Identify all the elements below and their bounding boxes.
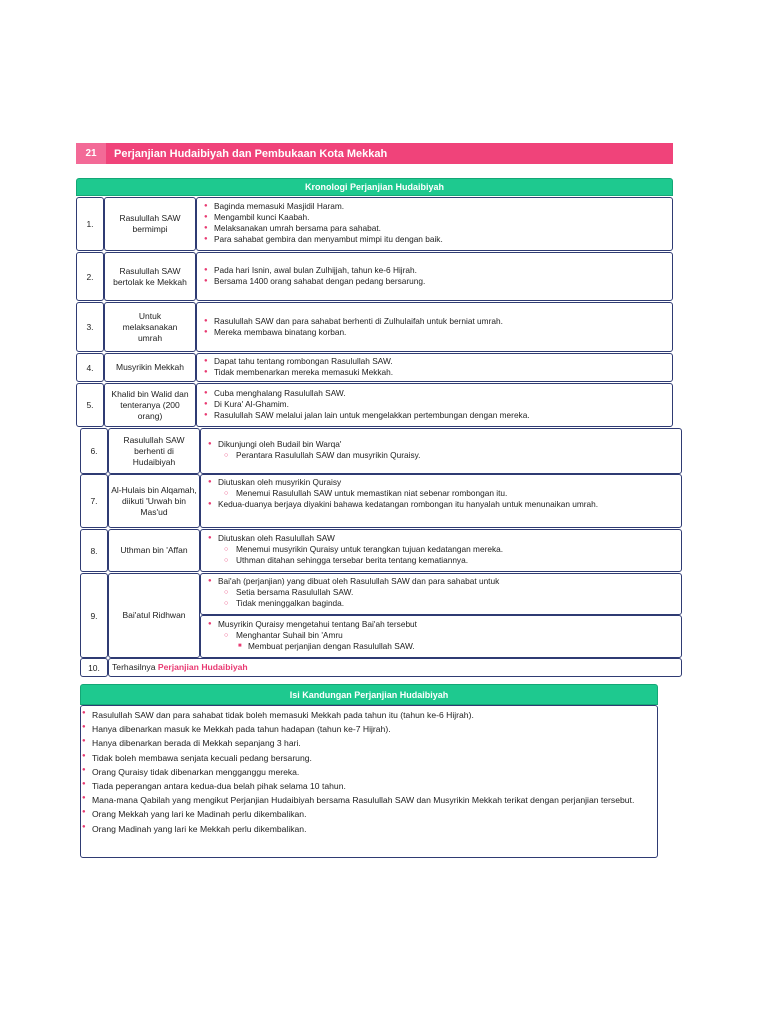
row-number: 8.	[90, 545, 98, 556]
bullet-point: ● Diutuskan oleh musyrikin Quraisy	[208, 477, 678, 488]
section-title: Perjanjian Hudaibiyah dan Pembukaan Kota Mekkah	[114, 147, 388, 160]
row-description	[208, 477, 678, 510]
row-number: 3.	[86, 322, 94, 332]
row-conclusion	[112, 662, 672, 673]
bullet-point: ● Dikunjungi oleh Budail bin Warqa'	[208, 439, 676, 450]
row-subject: Untuk melaksanakan umrah	[122, 310, 178, 343]
bullet-point: ● Rasulullah SAW dan para sahabat berhenti di Zulhulaifah untuk berniat umrah.	[204, 316, 666, 327]
isi-kandungan-list	[82, 708, 658, 836]
section-number: 21	[76, 143, 106, 164]
list-item: ● Rasulullah SAW dan para sahabat tidak boleh memasuki Mekkah pada tahun itu (tahun ke-6 Hijrah).	[82, 708, 658, 722]
bullet-point: ● Pada hari Isnin, awal bulan Zulhijjah, tahun ke-6 Hijrah.	[204, 265, 666, 276]
row-number: 4.	[86, 362, 94, 373]
row-number: 9.	[90, 610, 98, 621]
list-item: ● Tidak boleh membawa senjata kecuali pedang bersarung.	[82, 751, 658, 765]
bullet-point: ● Cuba menghalang Rasulullah SAW.	[204, 388, 666, 399]
row-subject: Al-Hulais bin Alqamah, diikuti 'Urwah bin Mas'ud	[111, 484, 197, 517]
kronologi-heading: Kronologi Perjanjian Hudaibiyah	[76, 178, 673, 196]
bullet-point: ● Melaksanakan umrah bersama para sahabat.	[204, 223, 666, 234]
section-title-bar	[76, 143, 673, 164]
sub-bullet-point: ○ Uthman ditahan sehingga tersebar berita tentang kematiannya.	[208, 555, 676, 566]
row-subject: Musyrikin Mekkah	[115, 362, 185, 372]
sub-bullet-point: ○ Setia bersama Rasulullah SAW.	[208, 587, 676, 598]
bullet-point: ● Dapat tahu tentang rombongan Rasulullah SAW.	[204, 356, 666, 367]
sub-bullet-point: ○ Perantara Rasulullah SAW dan musyrikin Quraisy.	[208, 450, 676, 461]
conclusion-highlight: Perjanjian Hudaibiyah	[157, 662, 248, 672]
bullet-point: ● Musyrikin Quraisy mengetahui tentang Bai'ah tersebut	[208, 619, 676, 630]
list-item: ● Orang Mekkah yang lari ke Madinah perlu dikembalikan.	[82, 807, 658, 821]
row-description	[204, 201, 666, 245]
conclusion-prefix: Terhasilnya	[112, 662, 158, 672]
row-description	[204, 316, 666, 338]
bullet-point: ● Di Kura' Al-Ghamim.	[204, 399, 666, 410]
row-description	[204, 388, 666, 421]
row-number: 5.	[86, 400, 94, 410]
row-description	[208, 576, 676, 609]
row-description	[208, 439, 676, 461]
row-number: 2.	[86, 271, 94, 282]
bullet-point: ● Tidak membenarkan mereka memasuki Mekkah.	[204, 367, 666, 378]
row-number: 1.	[86, 219, 94, 229]
bullet-point: ● Baginda memasuki Masjidil Haram.	[204, 201, 666, 212]
list-item: ● Mana-mana Qabilah yang mengikut Perjanjian Hudaibiyah bersama Rasulullah SAW dan Musyrikin Mekkah terikat dengan perjanjian tersebut.	[82, 793, 658, 807]
row-number: 6.	[90, 446, 98, 456]
bullet-point: ● Bai'ah (perjanjian) yang dibuat oleh Rasulullah SAW dan para sahabat untuk	[208, 576, 676, 587]
row-subject: Khalid bin Walid dan tenteranya (200 orang)	[111, 388, 189, 421]
bullet-point: ● Rasulullah SAW melalui jalan lain untuk mengelakkan pertembungan dengan mereka.	[204, 410, 666, 421]
sub-bullet-point: ○ Menemui Rasulullah SAW untuk memastikan niat sebenar rombongan itu.	[208, 488, 678, 499]
isi-kandungan-heading: Isi Kandungan Perjanjian Hudaibiyah	[80, 684, 658, 705]
bullet-point: ● Bersama 1400 orang sahabat dengan pedang bersarung.	[204, 276, 666, 287]
row-description	[208, 619, 676, 652]
bullet-point: ● Mereka membawa binatang korban.	[204, 327, 666, 338]
row-subject: Rasulullah SAW berhenti di Hudaibiyah	[123, 434, 185, 467]
row-subject: Uthman bin 'Affan	[120, 545, 188, 555]
bullet-point: ● Diutuskan oleh Rasulullah SAW	[208, 533, 676, 544]
sub-bullet-point: ○ Menghantar Suhail bin 'Amru	[208, 630, 676, 641]
bullet-point: ● Para sahabat gembira dan menyambut mimpi itu dengan baik.	[204, 234, 666, 245]
list-item: ● Orang Quraisy tidak dibenarkan mengganggu mereka.	[82, 765, 658, 779]
row-description	[204, 265, 666, 287]
row-subject: Rasulullah SAW bertolak ke Mekkah	[113, 265, 187, 287]
row-description	[204, 356, 666, 378]
row-number: 10.	[88, 662, 100, 673]
row-number: 7.	[90, 496, 98, 506]
list-item: ● Hanya dibenarkan berada di Mekkah sepanjang 3 hari.	[82, 736, 658, 750]
bullet-point: ● Kedua-duanya berjaya diyakini bahawa kedatangan rombongan itu hanyalah untuk menunaikan umrah.	[208, 499, 678, 510]
row-subject: Rasulullah SAW bermimpi	[119, 213, 181, 234]
sub-sub-bullet-point: ■ Membuat perjanjian dengan Rasulullah SAW.	[208, 641, 676, 652]
list-item: ● Tiada peperangan antara kedua-dua belah pihak selama 10 tahun.	[82, 779, 658, 793]
list-item: ● Hanya dibenarkan masuk ke Mekkah pada tahun hadapan (tahun ke-7 Hijrah).	[82, 722, 658, 736]
row-description	[208, 533, 676, 566]
bullet-point: ● Mengambil kunci Kaabah.	[204, 212, 666, 223]
sub-bullet-point: ○ Menemui musyrikin Quraisy untuk terangkan tujuan kedatangan mereka.	[208, 544, 676, 555]
list-item: ● Orang Madinah yang lari ke Mekkah perlu dikembalikan.	[82, 822, 658, 836]
row-subject: Bai'atul Ridhwan	[122, 610, 186, 620]
sub-bullet-point: ○ Tidak meninggalkan baginda.	[208, 598, 676, 609]
